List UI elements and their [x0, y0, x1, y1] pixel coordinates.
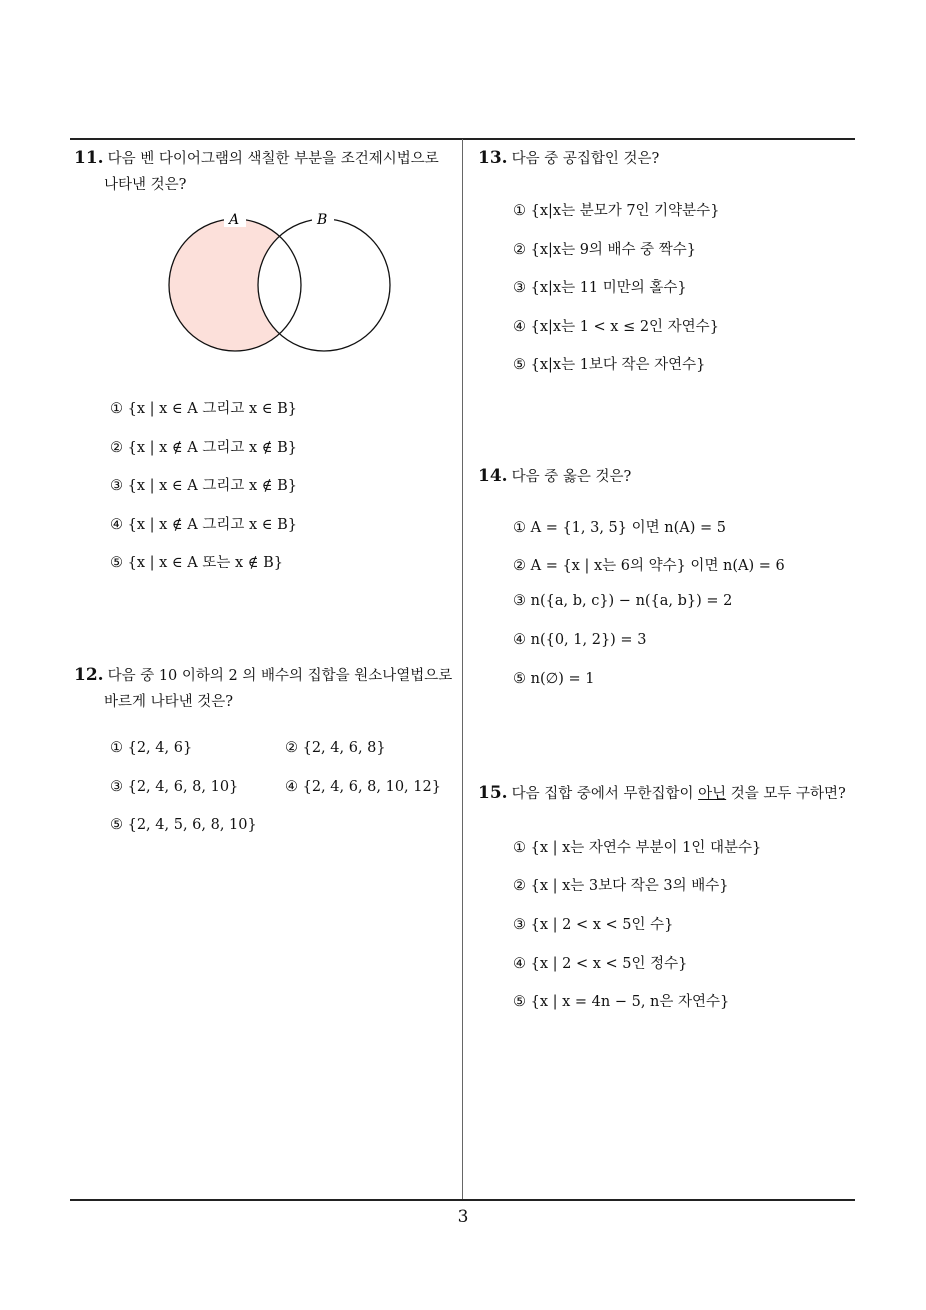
q12-option-1[interactable]: ① {2, 4, 6} [110, 740, 193, 756]
venn-diagram [160, 205, 400, 360]
column-divider [462, 139, 463, 1200]
q13-option-1[interactable]: ① {x|x는 분모가 7인 기약분수} [513, 203, 720, 219]
q11-option-3[interactable]: ③ {x | x ∈ A 그리고 x ∉ B} [110, 478, 297, 494]
set-a-label: A [229, 212, 240, 228]
question-text-part1: 다음 집합 중에서 무한집합이 [511, 786, 699, 802]
q13-option-2[interactable]: ② {x|x는 9의 배수 중 짝수} [513, 242, 697, 258]
q15-option-3[interactable]: ③ {x | 2 < x < 5인 수} [513, 917, 674, 933]
question-text-part2: 것을 모두 구하면? [726, 786, 846, 802]
question-text: 다음 중 공집합인 것은? [511, 151, 660, 167]
question-text-line2: 바르게 나타낸 것은? [104, 694, 234, 710]
question-13 [478, 145, 853, 172]
q11-option-1[interactable]: ① {x | x ∈ A 그리고 x ∈ B} [110, 401, 297, 417]
question-text-line2: 나타낸 것은? [104, 177, 187, 193]
question-number: 12. [74, 665, 104, 685]
question-number: 14. [478, 466, 508, 486]
question-11 [74, 145, 459, 198]
question-14 [478, 463, 853, 490]
q12-option-4[interactable]: ④ {2, 4, 6, 8, 10, 12} [285, 779, 441, 795]
question-number: 15. [478, 783, 508, 803]
bottom-rule [70, 1199, 855, 1201]
set-b-label: B [317, 212, 328, 228]
question-15 [478, 780, 858, 807]
q14-option-3[interactable]: ③ n({a, b, c}) − n({a, b}) = 2 [513, 593, 733, 609]
q14-option-4[interactable]: ④ n({0, 1, 2}) = 3 [513, 632, 647, 648]
q13-option-4[interactable]: ④ {x|x는 1 < x ≤ 2인 자연수} [513, 319, 719, 335]
question-text-line1: 다음 벤 다이어그램의 색칠한 부분을 조건제시법으로 [107, 151, 439, 167]
q15-option-1[interactable]: ① {x | x는 자연수 부분이 1인 대분수} [513, 840, 762, 856]
q13-option-3[interactable]: ③ {x|x는 11 미만의 홀수} [513, 280, 687, 296]
q12-option-2[interactable]: ② {2, 4, 6, 8} [285, 740, 386, 756]
q15-option-2[interactable]: ② {x | x는 3보다 작은 3의 배수} [513, 878, 729, 894]
q12-option-3[interactable]: ③ {2, 4, 6, 8, 10} [110, 779, 239, 795]
intersection-unshaded [258, 219, 390, 351]
q14-option-1[interactable]: ① A = {1, 3, 5} 이면 n(A) = 5 [513, 520, 726, 536]
question-text-line1: 다음 중 10 이하의 2 의 배수의 집합을 원소나열법으로 [107, 668, 453, 684]
q11-option-2[interactable]: ② {x | x ∉ A 그리고 x ∉ B} [110, 440, 297, 456]
question-12 [74, 662, 459, 715]
question-text-underlined: 아닌 [698, 786, 727, 802]
question-number: 11. [74, 148, 104, 168]
question-text: 다음 중 옳은 것은? [511, 469, 632, 485]
q13-option-5[interactable]: ⑤ {x|x는 1보다 작은 자연수} [513, 357, 706, 373]
page-number: 3 [457, 1207, 469, 1227]
q12-option-5[interactable]: ⑤ {2, 4, 5, 6, 8, 10} [110, 817, 257, 833]
q15-option-4[interactable]: ④ {x | 2 < x < 5인 정수} [513, 956, 688, 972]
q14-option-5[interactable]: ⑤ n(∅) = 1 [513, 671, 595, 687]
q11-option-5[interactable]: ⑤ {x | x ∈ A 또는 x ∉ B} [110, 555, 283, 571]
q11-option-4[interactable]: ④ {x | x ∉ A 그리고 x ∈ B} [110, 517, 297, 533]
question-number: 13. [478, 148, 508, 168]
q15-option-5[interactable]: ⑤ {x | x = 4n − 5, n은 자연수} [513, 994, 730, 1010]
q14-option-2[interactable]: ② A = {x | x는 6의 약수} 이면 n(A) = 6 [513, 558, 785, 574]
